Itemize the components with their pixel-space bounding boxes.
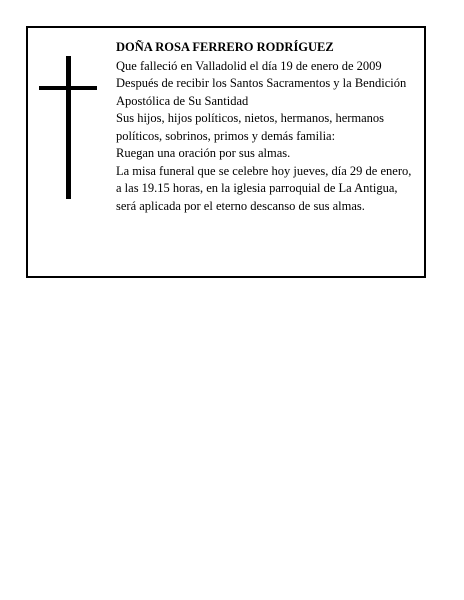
family-line: Sus hijos, hijos políticos, nietos, hermanos, hermanos políticos, sobrinos, primos y demás familia: [116,111,385,143]
obituary-notice [26,26,426,278]
obituary-text [116,39,416,215]
death-line: Que falleció en Valladolid el día 19 de enero de 2009 [116,58,382,73]
cross-horizontal-bar [39,86,97,90]
cross-vertical-bar [66,56,71,199]
deceased-name: DOÑA ROSA FERRERO RODRÍGUEZ [116,40,334,54]
sacraments-line: Después de recibir los Santos Sacramentos y la Bendición Apostólica de Su Santidad [116,76,407,108]
prayer-request: Ruegan una oración por sus almas. [116,146,291,160]
funeral-mass-details: La misa funeral que se celebre hoy jueves, día 29 de enero, a las 19.15 horas, en la iglesia parroquial de La Antigua, será aplicada por el eterno descanso de sus almas. [116,163,412,213]
